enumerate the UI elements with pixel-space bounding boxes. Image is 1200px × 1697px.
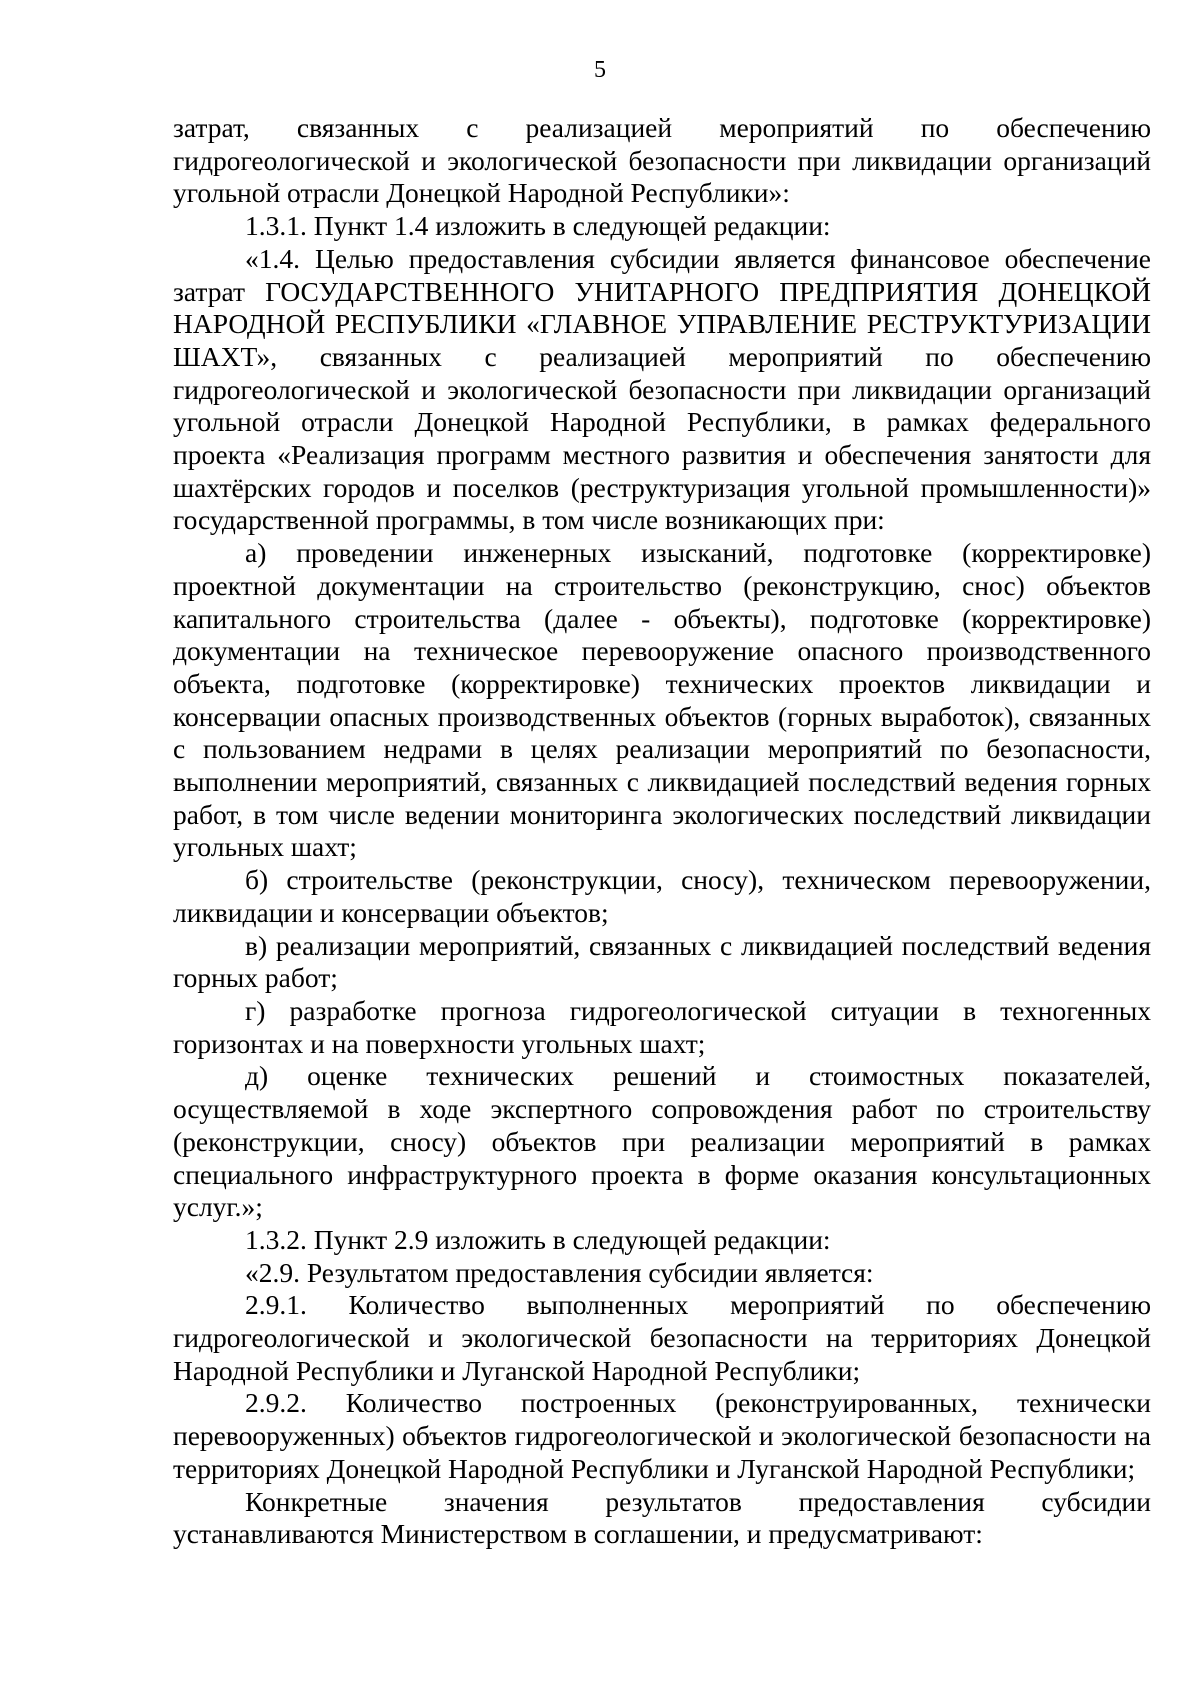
page-number: 5 <box>594 57 606 83</box>
paragraph-7: г) разработке прогноза гидрогеологической ситуации в техногенных горизонтах и на поверхности угольных шахт; <box>173 994 1151 1059</box>
paragraph-9: 1.3.2. Пункт 2.9 изложить в следующей редакции: <box>245 1223 831 1255</box>
paragraph-6: в) реализации мероприятий, связанных с ликвидацией последствий ведения горных работ; <box>173 929 1151 994</box>
paragraph-13: Конкретные значения результатов предоставления субсидии устанавливаются Министерством в соглашении, и предусматривают: <box>173 1485 1151 1550</box>
paragraph-1: затрат, связанных с реализацией мероприятий по обеспечению гидрогеологической и экологической безопасности при ликвидации организаций угольной отрасли Донецкой Народной Республики»: <box>173 112 1151 209</box>
paragraph-5: б) строительстве (реконструкции, сносу), техническом перевооружении, ликвидации и консервации объектов; <box>173 864 1151 928</box>
paragraph-4: а) проведении инженерных изысканий, подготовке (корректировке) проектной документации на строительство (реконструкцию, снос) объектов капитального строительства (далее - объекты), подготовке (корректировке) документации на техническое перевооружение опасного производственного объекта, подготовке (корректировке) технических проектов ликвидации и консервации опасных производственных объектов (горных выработок), связанных с пользованием недрами в целях реализации мероприятий по безопасности, выполнении мероприятий, связанных с ликвидацией последствий ведения горных работ, в том числе ведении мониторинга экологических последствий ликвидации угольных шахт; <box>173 537 1151 863</box>
document-body <box>173 112 1151 1551</box>
paragraph-3: «1.4. Целью предоставления субсидии является финансовое обеспечение затрат ГОСУДАРСТВЕННОГО УНИТАРНОГО ПРЕДПРИЯТИЯ ДОНЕЦКОЙ НАРОДНОЙ РЕСПУБЛИКИ «ГЛАВНОЕ УПРАВЛЕНИЕ РЕСТРУКТУРИЗАЦИИ ШАХТ», связанных с реализацией мероприятий по обеспечению гидрогеологической и экологической безопасности при ликвидации организаций угольной отрасли Донецкой Народной Республики, в рамках федерального проекта «Реализация программ местного развития и обеспечения занятости для шахтёрских городов и поселков (реструктуризация угольной промышленности)» государственной программы, в том числе возникающих при: <box>173 242 1151 536</box>
paragraph-10: «2.9. Результатом предоставления субсидии является: <box>245 1256 874 1288</box>
paragraph-2: 1.3.1. Пункт 1.4 изложить в следующей редакции: <box>245 210 831 242</box>
paragraph-11: 2.9.1. Количество выполненных мероприятий по обеспечению гидрогеологической и экологической безопасности на территориях Донецкой Народной Республики и Луганской Народной Республики; <box>173 1289 1151 1386</box>
paragraph-8: д) оценке технических решений и стоимостных показателей, осуществляемой в ходе экспертного сопровождения работ по строительству (реконструкции, сносу) объектов при реализации мероприятий в рамках специального инфраструктурного проекта в форме оказания консультационных услуг.»; <box>173 1060 1151 1223</box>
paragraph-12: 2.9.2. Количество построенных (реконструированных, технически перевооруженных) объектов гидрогеологической и экологической безопасности на территориях Донецкой Народной Республики и Луганской Народной Республики; <box>173 1387 1151 1484</box>
